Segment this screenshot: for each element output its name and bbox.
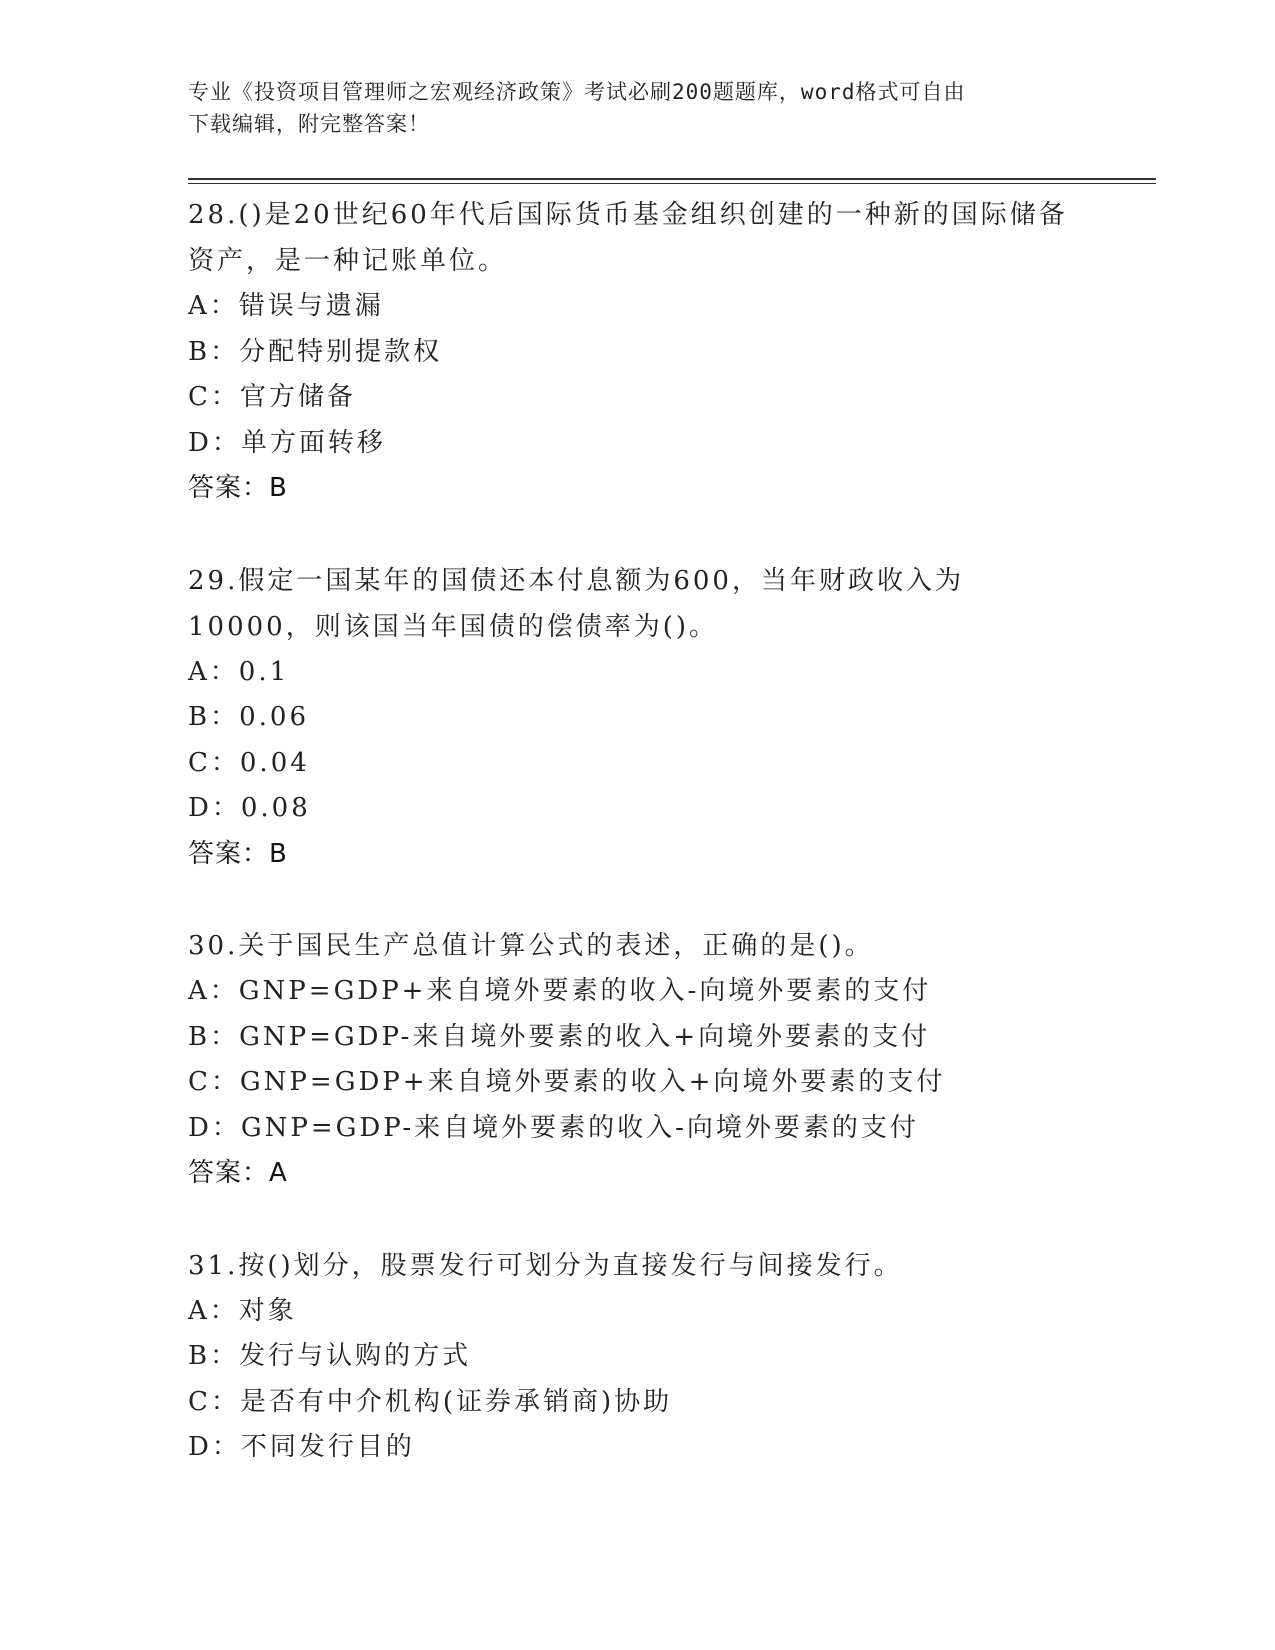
answer: 答案：B xyxy=(188,838,288,869)
question-list xyxy=(188,192,1088,1517)
option-b: B：GNP=GDP-来自境外要素的收入+向境外要素的支付 xyxy=(188,1021,931,1052)
option-b: B：分配特别提款权 xyxy=(188,336,443,367)
option-a: A：错误与遗漏 xyxy=(188,291,384,321)
question-28 xyxy=(188,192,1088,512)
header-line-2: 下载编辑，附完整答案！ xyxy=(188,112,430,136)
question-29 xyxy=(188,558,1088,878)
option-a: A：对象 xyxy=(188,1295,297,1326)
option-c: C：官方储备 xyxy=(188,382,356,412)
answer: 答案：B xyxy=(188,473,288,503)
question-stem: 31.按()划分，股票发行可划分为直接发行与间接发行。 xyxy=(188,1250,903,1281)
header-divider-thick xyxy=(188,178,1156,180)
question-30 xyxy=(188,923,1088,1197)
question-stem: 28.()是20世纪60年代后国际货币基金组织创建的一种新的国际储备资产，是一种记账单位。 xyxy=(188,200,1068,276)
option-c: C：0.04 xyxy=(188,747,310,778)
answer: 答案：A xyxy=(188,1158,288,1188)
document-header xyxy=(188,76,1068,140)
option-a: A：GNP=GDP+来自境外要素的收入-向境外要素的支付 xyxy=(188,976,932,1006)
question-31 xyxy=(188,1243,1088,1471)
option-a: A：0.1 xyxy=(188,656,290,687)
option-d: D：GNP=GDP-来自境外要素的收入-向境外要素的支付 xyxy=(188,1112,919,1143)
question-stem: 29.假定一国某年的国债还本付息额为600，当年财政收入为10000，则该国当年国债的偿债率为()。 xyxy=(188,565,964,642)
option-c: C：GNP=GDP+来自境外要素的收入+向境外要素的支付 xyxy=(188,1067,946,1097)
header-divider-thin xyxy=(188,183,1156,184)
option-b: B：发行与认购的方式 xyxy=(188,1341,472,1371)
option-b: B：0.06 xyxy=(188,702,309,732)
option-d: D：不同发行目的 xyxy=(188,1432,415,1462)
option-d: D：单方面转移 xyxy=(188,427,386,458)
option-c: C：是否有中介机构(证券承销商)协助 xyxy=(188,1386,673,1417)
option-d: D：0.08 xyxy=(188,793,311,823)
question-stem: 30.关于国民生产总值计算公式的表述，正确的是()。 xyxy=(188,931,874,961)
header-line-1: 专业《投资项目管理师之宏观经济政策》考试必刷200题题库，word格式可自由 xyxy=(188,80,966,104)
